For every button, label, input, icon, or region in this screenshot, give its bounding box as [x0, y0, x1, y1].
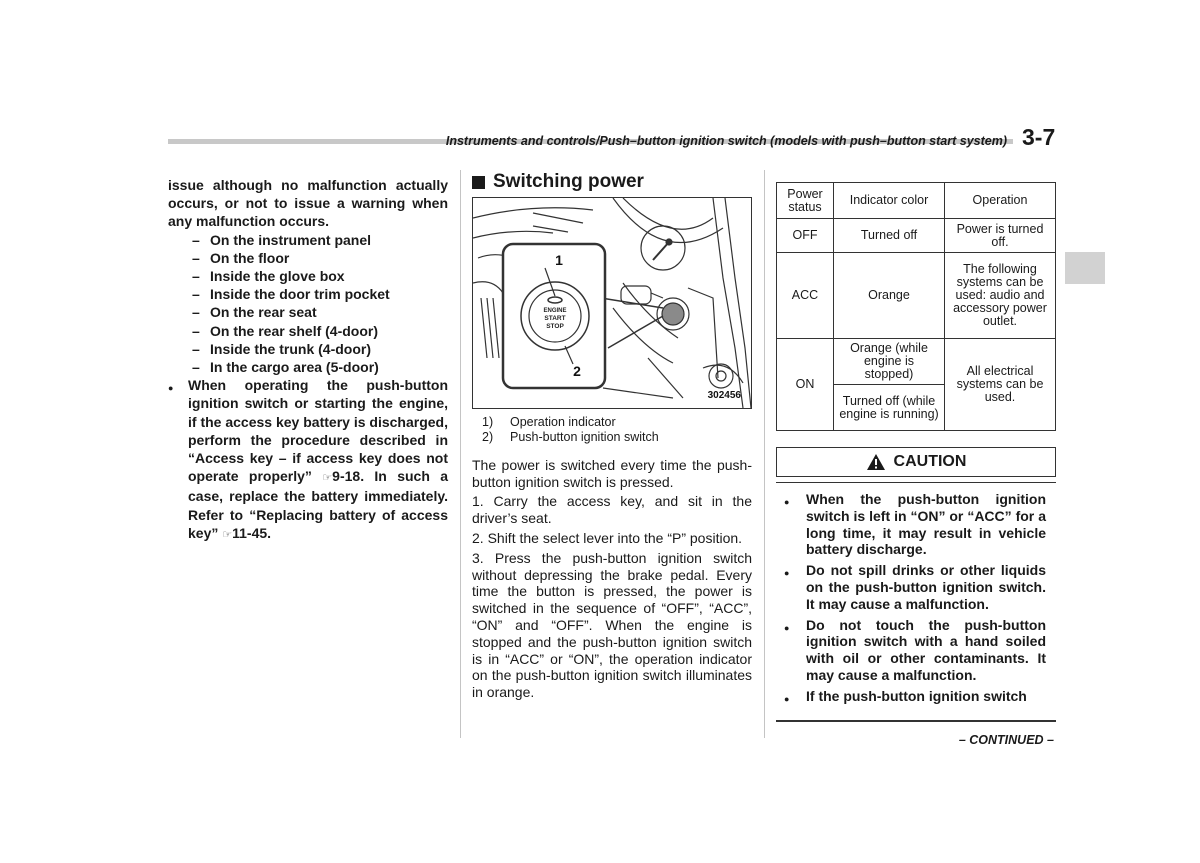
- bullet-icon: ●: [168, 383, 174, 394]
- list-item: – On the rear seat: [192, 304, 317, 321]
- button-label-start: START: [544, 314, 566, 322]
- section-title: Switching power: [472, 174, 752, 191]
- caption-item: 1) Operation indicator: [482, 414, 616, 429]
- left-column: [168, 176, 448, 544]
- figure-number: 302456: [707, 389, 741, 401]
- callout-1: 1: [555, 251, 563, 268]
- table-row: ON Orange (while engine is stopped) All electrical systems can be used.: [777, 339, 1056, 385]
- table-row: Turned off (while engine is running): [777, 385, 1056, 431]
- section-square-icon: [472, 176, 485, 189]
- dashboard-illustration: [473, 198, 751, 408]
- bullet-icon: ●: [784, 568, 790, 579]
- body-paragraph: The power is switched every time the push-button ignition switch is pressed.: [472, 456, 752, 490]
- page-reference[interactable]: 9-18: [332, 468, 361, 485]
- list-item: – On the rear shelf (4-door): [192, 322, 379, 339]
- list-item: – Inside the trunk (4-door): [192, 340, 371, 357]
- continued-marker: – CONTINUED –: [958, 733, 1054, 747]
- reference-icon: ☞: [322, 472, 333, 485]
- list-item: – On the instrument panel: [192, 231, 372, 248]
- caution-item: ● Do not spill drinks or other liquids on the push-button ignition switch. It may cause a malfunction.: [784, 562, 1046, 612]
- running-header: Instruments and controls/Push–button ignition switch (models with push–button start system): [445, 134, 1007, 148]
- warning-triangle-icon: [866, 453, 886, 471]
- intro-paragraph: issue although no malfunction actually occurs, or not to issue a warning when any malfunction occurs.: [168, 177, 448, 230]
- list-item: – On the floor: [192, 249, 290, 266]
- step-3: 3. Press the push-button ignition switch without depressing the brake pedal. Every time the button is pressed, the power is switched in the sequence of “OFF”, “ACC”, “ON” and “OFF”. When the engine is stopped and the push-button ignition switch is in “ACC” or “ON”, the operation indicator on the push-button ignition switch illuminates in orange.: [472, 549, 752, 701]
- figure-captions: [472, 415, 752, 445]
- button-label-engine: ENGINE: [543, 307, 567, 314]
- step-1: 1. Carry the access key, and sit in the driver’s seat.: [472, 493, 752, 527]
- right-column: [776, 182, 1056, 722]
- page-reference[interactable]: 11-45: [232, 524, 268, 541]
- table-row: OFF Turned off Power is turned off.: [777, 219, 1056, 253]
- column-header: Power status: [777, 183, 834, 219]
- ignition-switch-figure: [472, 197, 752, 409]
- access-key-bullet: ● When operating the push-button ignition switch or starting the engine, if the access key battery is discharged, perform the procedure described in “Access key – if access key does not operate properly” ☞9-18. In such a case, replace the battery immediately. Refer to “Replacing battery of access key” ☞11-45.: [168, 376, 448, 544]
- table-row: ACC Orange The following systems can be used: audio and accessory power outlet.: [777, 253, 1056, 339]
- bullet-icon: ●: [784, 497, 790, 507]
- bullet-icon: ●: [784, 693, 790, 704]
- caution-header: CAUTION: [776, 447, 1056, 477]
- step-2: 2. Shift the select lever into the “P” position.: [472, 529, 743, 546]
- caution-item: ● Do not touch the push-button ignition switch with a hand soiled with oil or other contaminants. It may cause a malfunction.: [784, 616, 1046, 683]
- column-header: Operation: [945, 183, 1056, 219]
- middle-column: [472, 171, 752, 701]
- caution-body: [776, 482, 1056, 722]
- power-status-table: [776, 182, 1056, 431]
- button-label-stop: STOP: [546, 322, 564, 330]
- column-divider-right: [764, 170, 765, 738]
- list-item: – Inside the door trim pocket: [192, 286, 390, 303]
- list-item: – In the cargo area (5-door): [192, 359, 379, 376]
- column-divider-left: [460, 170, 461, 738]
- list-item: – Inside the glove box: [192, 268, 345, 285]
- page-number: 3-7: [1022, 124, 1056, 150]
- bullet-icon: ●: [784, 622, 790, 633]
- column-header: Indicator color: [834, 183, 945, 219]
- table-header-row: [777, 183, 1056, 219]
- caution-item: ● When the push-button ignition switch is left in “ON” or “ACC” for a long time, it may result in vehicle battery discharge.: [784, 491, 1046, 558]
- caption-item: 2) Push-button ignition switch: [482, 429, 659, 444]
- reference-icon: ☞: [222, 528, 233, 541]
- chapter-thumb-tab: [1065, 252, 1105, 284]
- caution-item: ● If the push-button ignition switch: [784, 688, 1046, 708]
- location-list: [168, 231, 448, 377]
- callout-2: 2: [573, 362, 581, 379]
